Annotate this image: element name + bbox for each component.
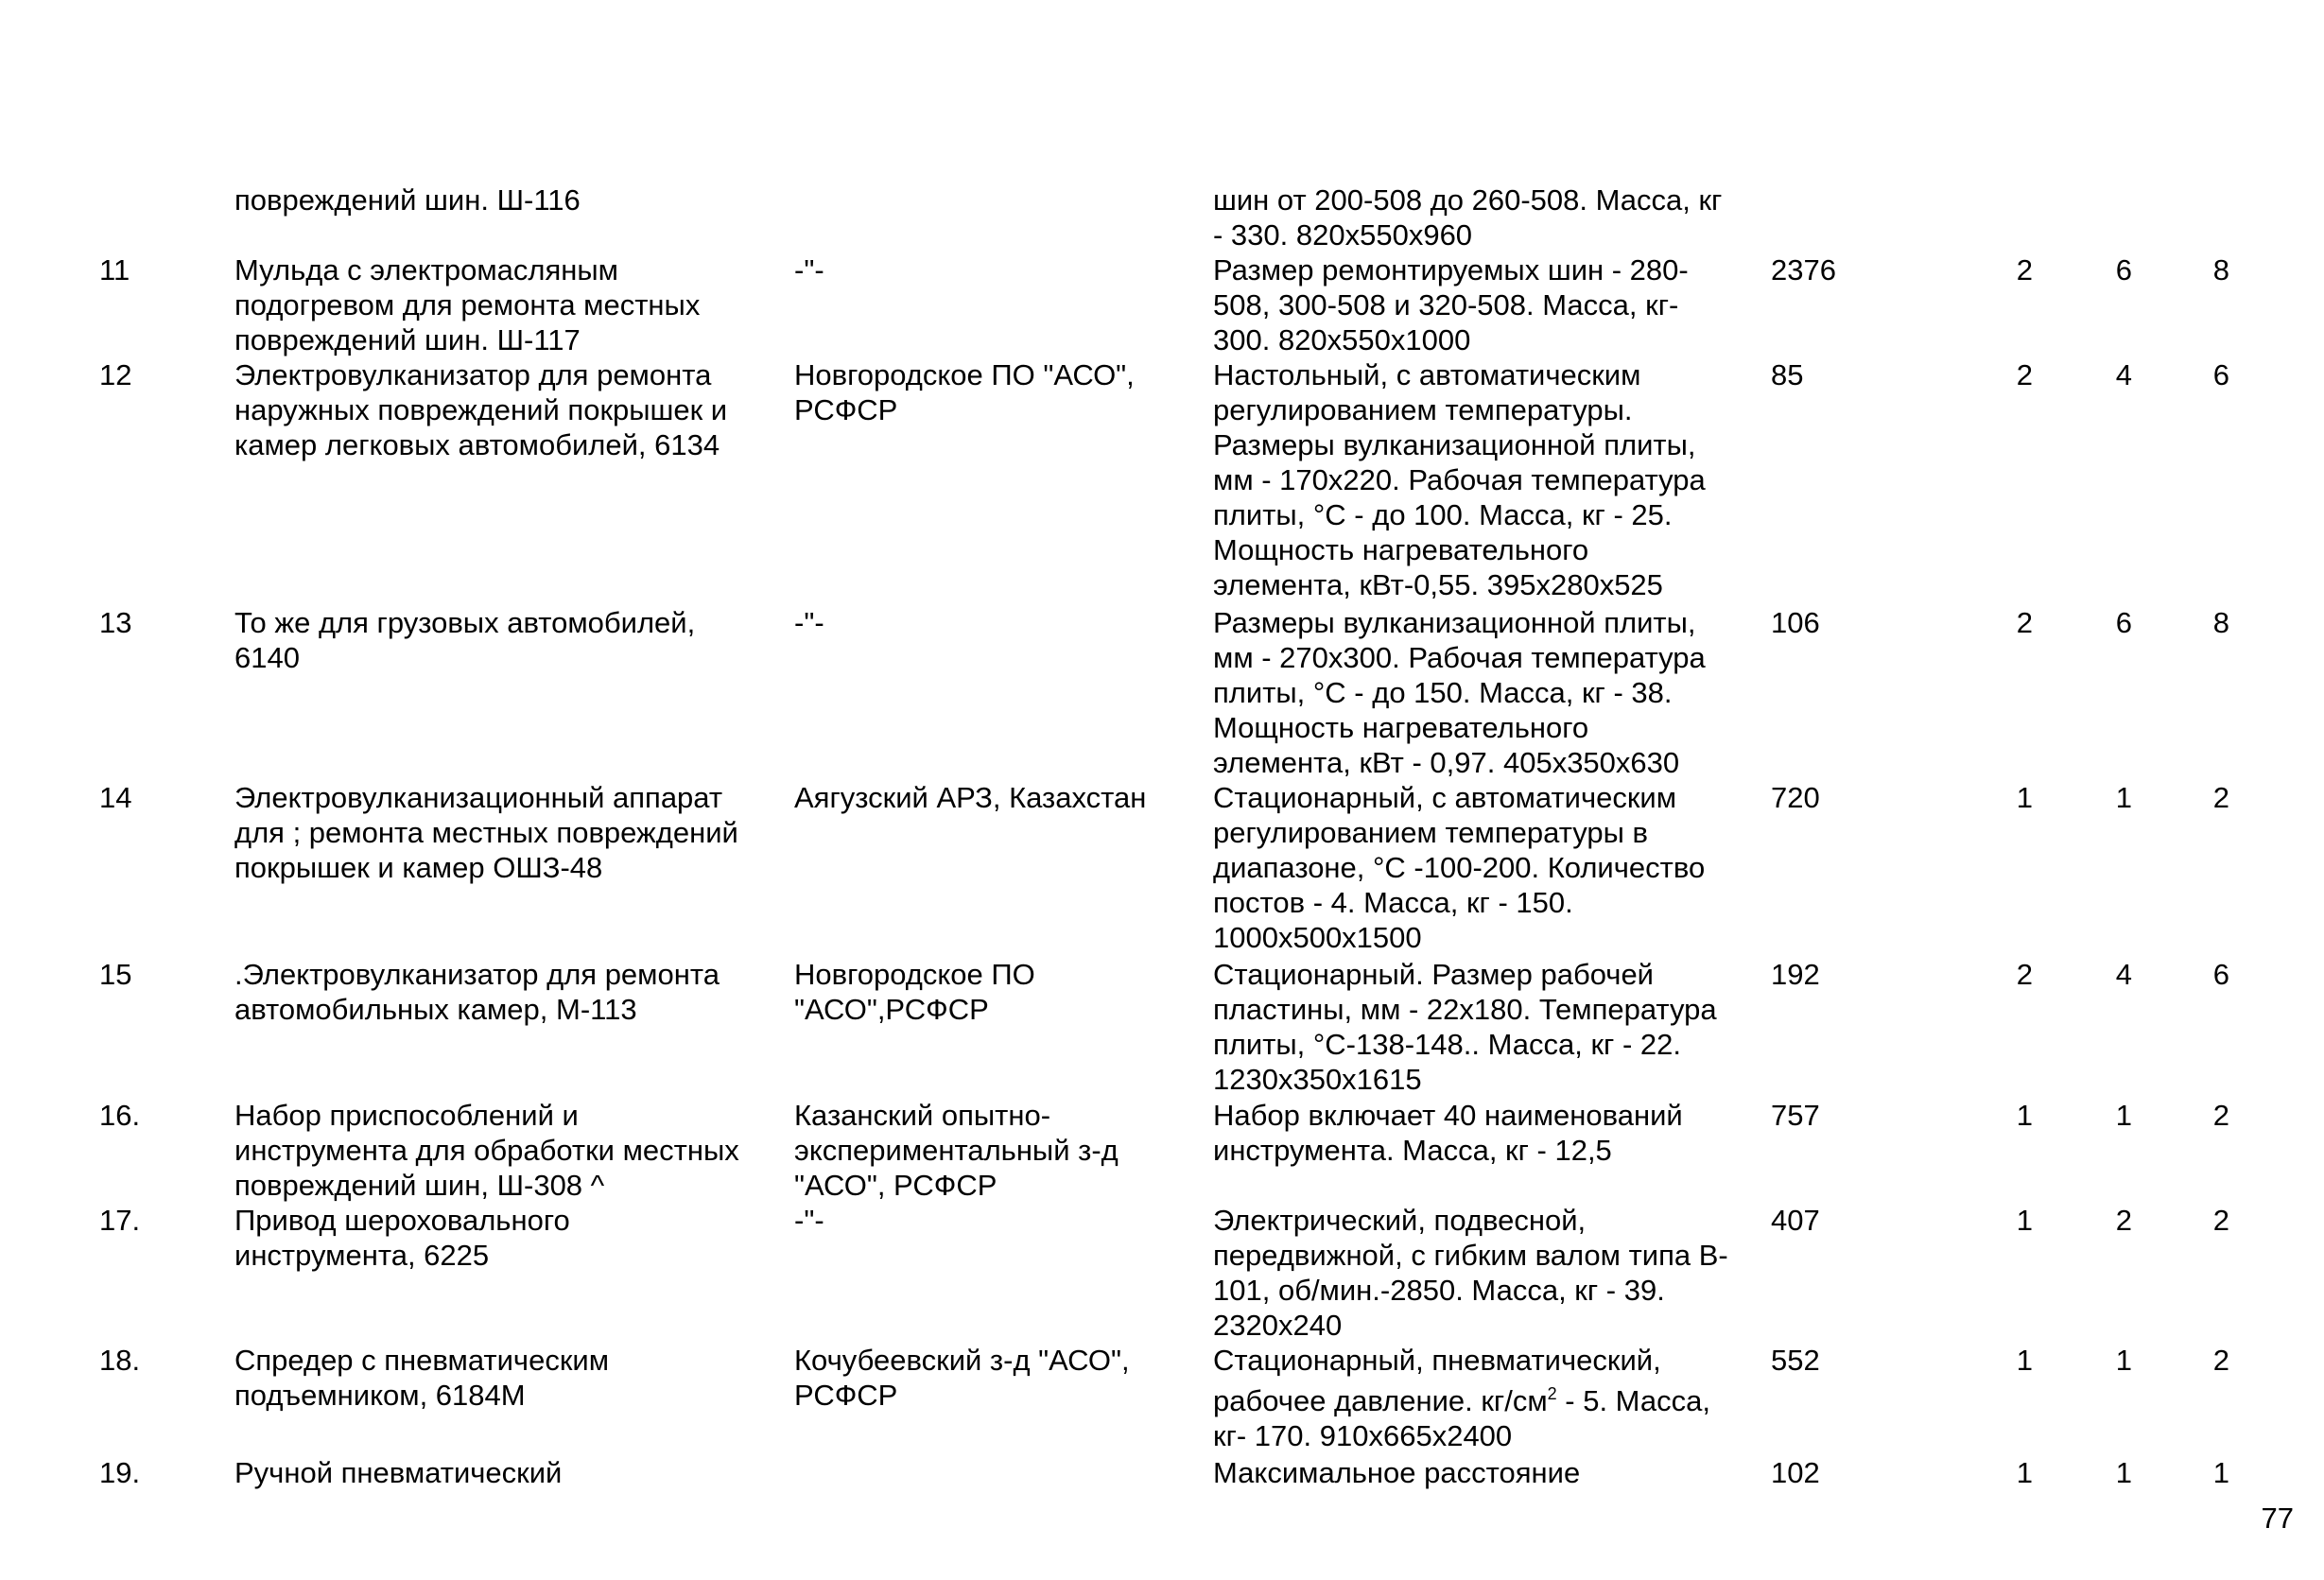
qty-a: 1 (2016, 1456, 2033, 1489)
item-price: 552 (1771, 1344, 1820, 1377)
qty-c: 1 (2212, 1456, 2229, 1489)
row-number: 15 (99, 958, 132, 991)
item-spec: Набор включает 40 наименований инструмента. Масса, кг - 12,5 (1213, 1099, 1683, 1167)
qty-a: 2 (2016, 358, 2033, 391)
row-number: 13 (99, 606, 132, 639)
qty-c: 6 (2212, 958, 2229, 991)
item-price: 85 (1771, 358, 1804, 391)
qty-a: 2 (2016, 253, 2033, 286)
qty-c: 6 (2212, 358, 2229, 391)
item-spec: Настольный, с автоматическим регулированием температуры. Размеры вулканизационной плиты, мм - 170х220. Рабочая температура плиты, °С - до 100. Масса, кг - 25. Мощность нагревательного элемента, кВт-0,55. 395х280х525 (1213, 358, 1706, 601)
item-spec: Стационарный. Размер рабочей пластины, мм - 22х180. Температура плиты, °С-138-148.. Масса, кг - 22. 1230х350х1615 (1213, 958, 1717, 1096)
row-number: 11 (99, 253, 130, 286)
item-name: Спредер с пневматическим подъемником, 6184М (234, 1344, 610, 1412)
item-name: Мульда с электромасляным подогревом для ремонта местных повреждений шин. Ш-117 (234, 253, 701, 356)
item-manufacturer: Новгородское ПО "АСО",РСФСР (794, 958, 1035, 1026)
qty-c: 8 (2212, 253, 2229, 286)
qty-c: 2 (2212, 1099, 2229, 1132)
row-number: 16. (99, 1099, 141, 1132)
item-spec: Размеры вулканизационной плиты, мм - 270х300. Рабочая температура плиты, °С - до 150. Масса, кг - 38. Мощность нагревательного элемента, кВт - 0,97. 405х350х630 (1213, 606, 1706, 779)
item-name: Электровулканизационный аппарат для ; ремонта местных повреждений покрышек и камер ОШЗ-48 (234, 781, 738, 884)
qty-c: 2 (2212, 1344, 2229, 1377)
item-manufacturer: Аягузский АРЗ, Казахстан (794, 781, 1147, 814)
qty-b: 6 (2115, 253, 2132, 286)
item-manufacturer: Новгородское ПО "АСО", РСФСР (794, 358, 1135, 426)
item-price: 192 (1771, 958, 1820, 991)
spec-line: кг- 170. 910х665х2400 (1213, 1419, 1513, 1452)
item-name: повреждений шин. Ш-116 (234, 183, 581, 217)
qty-c: 2 (2212, 781, 2229, 814)
item-price: 2376 (1771, 253, 1836, 286)
item-name: Ручной пневматический (234, 1456, 563, 1489)
qty-b: 1 (2115, 1099, 2132, 1132)
item-name: То же для грузовых автомобилей, 6140 (234, 606, 696, 674)
item-manufacturer: -"- (794, 606, 824, 639)
qty-b: 4 (2115, 958, 2132, 991)
item-price: 106 (1771, 606, 1820, 639)
row-number: 17. (99, 1204, 141, 1237)
item-manufacturer: Казанский опытно- экспериментальный з-д "АСО", РСФСР (794, 1099, 1119, 1202)
item-name: .Электровулканизатор для ремонта автомобильных камер, М-113 (234, 958, 720, 1026)
qty-b: 1 (2115, 1456, 2132, 1489)
row-number: 19. (99, 1456, 141, 1489)
qty-c: 8 (2212, 606, 2229, 639)
row-number: 18. (99, 1344, 141, 1377)
item-price: 407 (1771, 1204, 1820, 1237)
item-spec: шин от 200-508 до 260-508. Масса, кг - 330. 820х550х960 (1213, 183, 1723, 252)
row-number: 14 (99, 781, 132, 814)
item-spec (1213, 1343, 1780, 1453)
item-name: Привод шероховального инструмента, 6225 (234, 1204, 570, 1272)
page-number: 77 (2261, 1502, 2294, 1535)
item-price: 720 (1771, 781, 1820, 814)
qty-b: 6 (2115, 606, 2132, 639)
qty-a: 1 (2016, 781, 2033, 814)
item-price: 757 (1771, 1099, 1820, 1132)
qty-b: 4 (2115, 358, 2132, 391)
item-spec: Максимальное расстояние (1213, 1456, 1581, 1489)
qty-b: 1 (2115, 781, 2132, 814)
item-spec: Стационарный, с автоматическим регулированием температуры в диапазоне, °С -100-200. Количество постов - 4. Масса, кг - 150. 1000х500х1500 (1213, 781, 1706, 954)
item-name: Набор приспособлений и инструмента для обработки местных повреждений шин, Ш-308 ^ (234, 1099, 739, 1202)
qty-a: 2 (2016, 958, 2033, 991)
row-number: 12 (99, 358, 132, 391)
item-name: Электровулканизатор для ремонта наружных повреждений покрышек и камер легковых автомобилей, 6134 (234, 358, 728, 461)
qty-a: 1 (2016, 1344, 2033, 1377)
qty-a: 1 (2016, 1204, 2033, 1237)
item-manufacturer: Кочубеевский з-д "АСО", РСФСР (794, 1344, 1130, 1412)
spec-line: рабочее давление. $кг/см^2 - 5$. Масса, (1213, 1384, 1710, 1417)
spec-line: Стационарный, пневматический, (1213, 1344, 1661, 1377)
qty-a: 2 (2016, 606, 2033, 639)
item-spec: Электрический, подвесной, передвижной, с гибким валом типа В- 101, об/мин.-2850. Масса, кг - 39. 2320х240 (1213, 1204, 1728, 1342)
item-price: 102 (1771, 1456, 1820, 1489)
qty-c: 2 (2212, 1204, 2229, 1237)
qty-b: 2 (2115, 1204, 2132, 1237)
qty-a: 1 (2016, 1099, 2033, 1132)
item-manufacturer: -"- (794, 1204, 824, 1237)
item-manufacturer: -"- (794, 253, 824, 286)
qty-b: 1 (2115, 1344, 2132, 1377)
item-spec: Размер ремонтируемых шин - 280- 508, 300-508 и 320-508. Масса, кг- 300. 820х550х1000 (1213, 253, 1689, 356)
